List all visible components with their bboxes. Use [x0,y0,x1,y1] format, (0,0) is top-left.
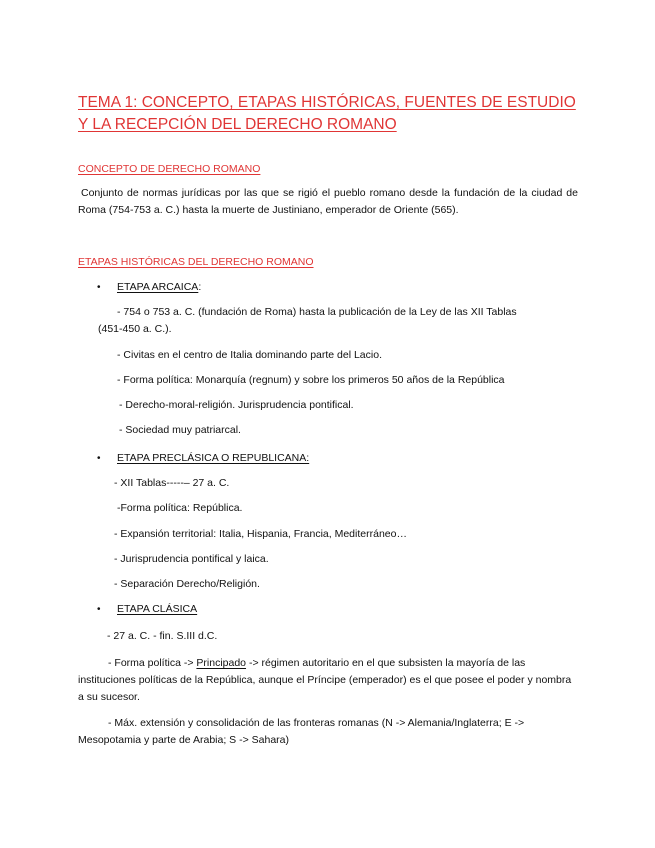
arcaica-colon: : [198,281,202,293]
preclasica-item-5: - Separación Derecho/Religión. [114,578,260,590]
clasica-label: ETAPA CLÁSICA [117,603,198,615]
arcaica-item-3: - Forma política: Monarquía (regnum) y sobre los primeros 50 años de la República [117,374,505,386]
forma-politica-text: -> régimen autoritario en el que subsisten la mayoría de las instituciones políticas de la República, aunque el Príncipe (emperador) es el que posee el poder y nombra a su sucesor. [78,657,572,703]
bullet-preclasica: • [97,453,101,464]
page-title: TEMA 1: CONCEPTO, ETAPAS HISTÓRICAS, FUENTES DE ESTUDIO Y LA RECEPCIÓN DEL DERECHO ROMANO [78,94,576,133]
arcaica-item-4: - Derecho-moral-religión. Jurisprudencia pontifical. [119,399,354,411]
preclasica-label: ETAPA PRECLÁSICA O REPUBLICANA: [117,452,310,464]
principado-link: Principado [196,657,247,669]
preclasica-item-1: - XII Tablas-----– 27 a. C. [114,477,230,489]
etapas-heading: ETAPAS HISTÓRICAS DEL DERECHO ROMANO [78,256,314,268]
arcaica-item-5: - Sociedad muy patriarcal. [119,424,241,436]
arcaica-item-1: - 754 o 753 a. C. (fundación de Roma) hasta la publicación de la Ley de las XII Tablas [117,306,517,318]
arcaica-item-1b: (451-450 a. C.). [98,323,172,335]
clasica-extension: - Máx. extensión y consolidación de las fronteras romanas (N -> Alemania/Inglaterra; E -> Mesopotamia y parte de Arabia; S -> Sahara) [78,717,525,746]
bullet-arcaica: • [97,282,101,293]
preclasica-item-2: -Forma política: República. [117,502,243,514]
arcaica-label: ETAPA ARCAICA [117,281,199,293]
bullet-clasica: • [97,604,101,615]
clasica-item-1: - 27 a. C. - fin. S.III d.C. [107,630,218,642]
forma-politica-prefix: - Forma política -> [108,657,194,669]
arcaica-heading [117,281,201,293]
arcaica-item-2: - Civitas en el centro de Italia dominando parte del Lacio. [117,349,382,361]
concept-paragraph: Conjunto de normas jurídicas por las que se rigió el pueblo romano desde la fundación de la ciudad de Roma (754-753 a. C.) hasta la muerte de Justiniano, emperador de Oriente (565). [78,187,578,216]
preclasica-item-3: - Expansión territorial: Italia, Hispania, Francia, Mediterráneo… [114,528,407,540]
clasica-forma-politica [78,655,578,706]
concept-heading: CONCEPTO DE DERECHO ROMANO [78,163,261,175]
preclasica-item-4: - Jurisprudencia pontifical y laica. [114,553,269,565]
